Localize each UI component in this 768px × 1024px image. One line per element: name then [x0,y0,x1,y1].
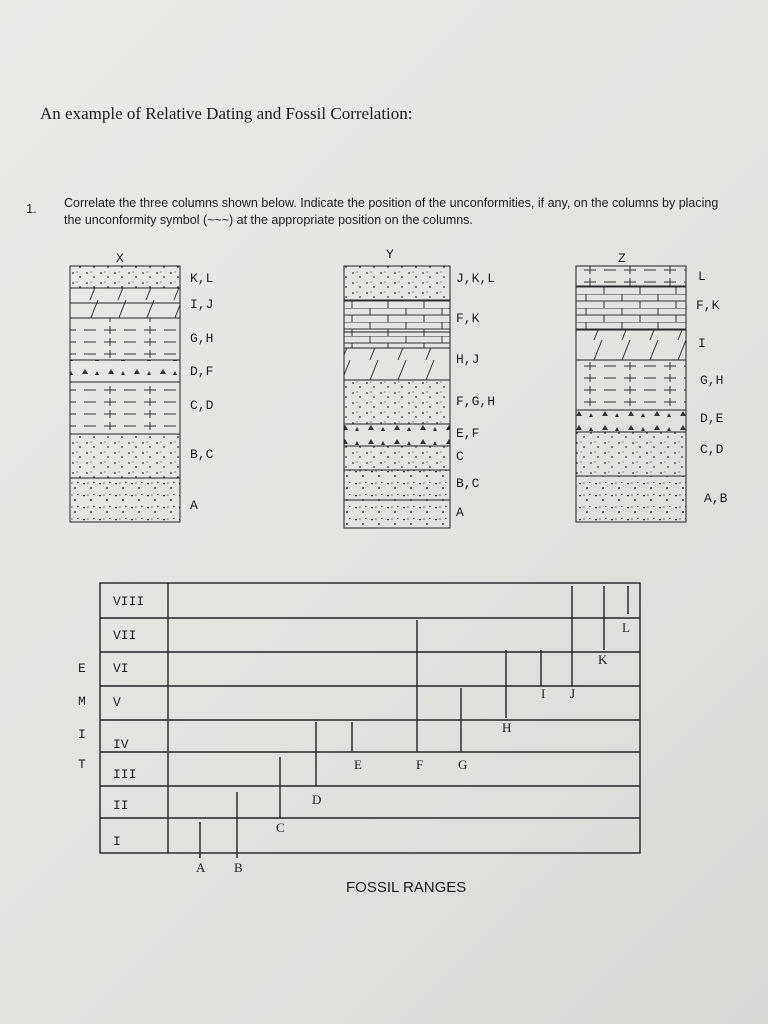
z-layer-label: C,D [700,442,724,457]
question-number: 1. [26,201,37,216]
y-layer-label: F,G,H [456,394,496,409]
era-label: V [113,695,121,710]
x-layer-label: G,H [190,331,214,346]
z-layer-label: D,E [700,411,724,426]
fossil-label: C [276,820,285,835]
y-layer-label: H,J [456,352,480,367]
fossil-label: D [312,792,322,807]
column-x-label: X [116,251,124,266]
z-layer-label: G,H [700,373,724,388]
z-layer-label: F,K [696,298,720,313]
era-label: VI [113,661,129,676]
fossil-label: A [196,860,206,875]
page-title: An example of Relative Dating and Fossil Correlation: [40,104,413,123]
fossil-label: B [234,860,243,875]
x-layer-label: I,J [190,297,214,312]
fossil-label: L [622,620,630,635]
era-label: III [113,767,137,782]
x-layer-label: D,F [190,364,214,379]
fossil-label: F [416,757,424,772]
x-layer-label: C,D [190,398,214,413]
x-layer-label: B,C [190,447,214,462]
z-layer-label: I [698,336,706,351]
z-layer-label: A,B [704,491,728,506]
time-letter: T [78,757,86,772]
chart-caption: FOSSIL RANGES [346,879,467,896]
x-layer-label: K,L [190,271,214,286]
time-letter: I [78,727,86,742]
fossil-label: J [570,686,576,701]
era-label: II [113,798,129,813]
y-layer-label: C [456,449,464,464]
time-letter: E [78,661,86,676]
y-layer-label: E,F [456,426,480,441]
fossil-label: H [502,720,512,735]
question-text: Correlate the three columns shown below. Indicate the position of the unconformities, if any, on the columns by placing the unconformity symbol (~~~) at the appropriate position on the columns. [64,196,719,227]
era-label: VII [113,628,137,643]
fossil-label: I [541,686,546,701]
column-z-label: Z [618,251,626,266]
time-letter: M [78,694,86,709]
x-layer-label: A [190,498,198,513]
y-layer-label: B,C [456,476,480,491]
fossil-label: K [598,652,608,667]
fossil-label: G [458,757,468,772]
y-layer-label: A [456,505,464,520]
era-label: I [113,834,121,849]
z-layer-label: L [698,269,706,284]
fossil-range-lines [200,586,628,858]
era-label: IV [113,737,129,752]
y-layer-label: J,K,L [456,271,496,286]
column-y-label: Y [386,247,394,262]
fossil-label: E [354,757,362,772]
era-label: VIII [113,594,145,609]
y-layer-label: F,K [456,311,480,326]
